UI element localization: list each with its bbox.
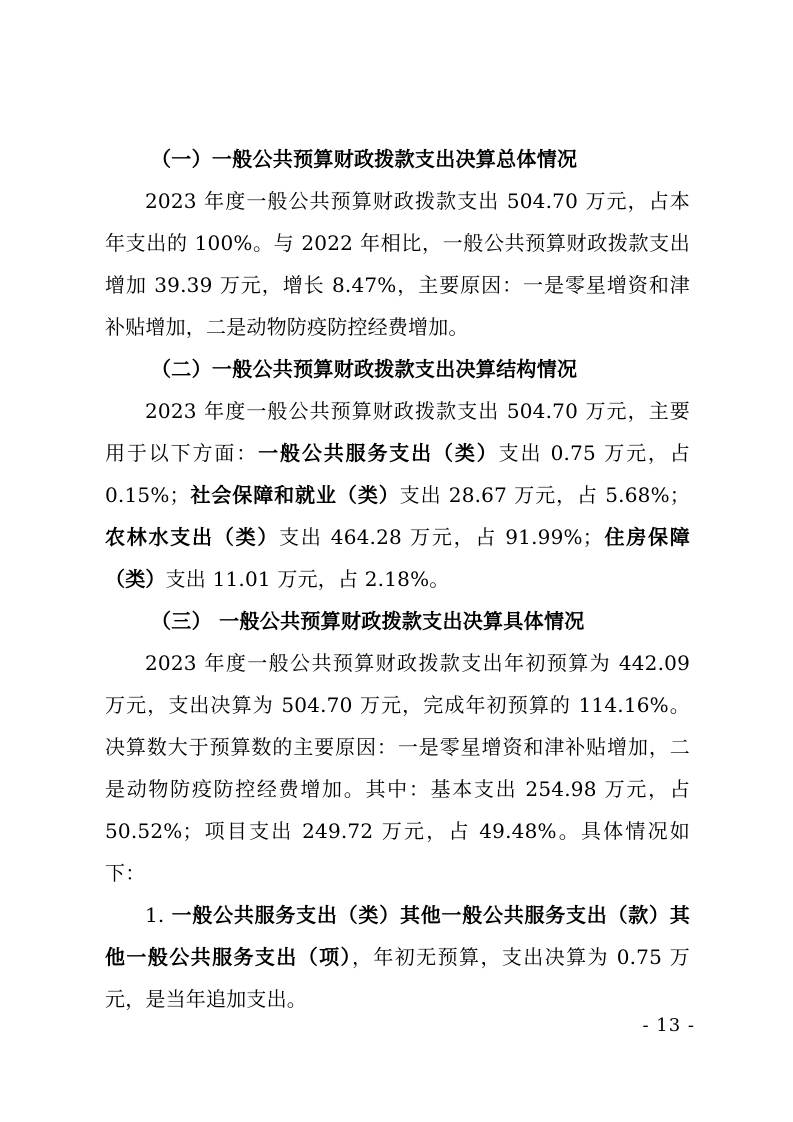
category-housing: 住房保障（类） [105,525,690,591]
page-number: - 13 - [642,1015,695,1036]
text-run: 支出 11.01 万元，占 2.18%。 [165,567,450,591]
item-title: 一般公共服务支出（类）其他一般公共服务支出（款）其他一般公共服务支出（项） [105,903,691,969]
document-body [105,138,690,1020]
category-general-public-services: 一般公共服务支出（类） [258,441,499,465]
text-run: 支出 464.28 万元，占 91.99%； [279,525,603,549]
item-number: 1. [145,903,172,927]
section-3-heading: （三） 一般公共预算财政拨款支出决算具体情况 [151,609,585,633]
text-run: 2023 年度一般公共预算财政拨款支出 504.70 万元，主要用于以下方面： [105,399,690,465]
text-run: 支出 0.75 万元，占 0.15%； [105,441,691,507]
category-social-security: 社会保障和就业（类） [189,483,400,507]
category-agriculture: 农林水支出（类） [105,525,280,549]
section-3-paragraph: 2023 年度一般公共预算财政拨款支出年初预算为 442.09 万元，支出决算为 504.70 万元，完成年初预算的 114.16%。决算数大于预算数的主要原因：一是零星增资和津补贴增加，二是动物防疫防控经费增加。其中：基本支出 254.98 万元，占 50.52%；项目支出 249.72 万元，占 49.48%。具体情况如下： [105,651,690,885]
section-2-heading: （二）一般公共预算财政拨款支出决算结构情况 [151,357,578,381]
section-1-paragraph: 2023 年度一般公共预算财政拨款支出 504.70 万元，占本年支出的 100%。与 2022 年相比，一般公共预算财政拨款支出增加 39.39 万元，增长 8.47%，主要原因：一是零星增资和津补贴增加，二是动物防疫防控经费增加。 [105,189,690,339]
text-run: 支出 28.67 万元，占 5.68%； [399,483,690,507]
section-3-item-1 [105,894,690,1020]
item-text: ，年初无预算，支出决算为 0.75 万元，是当年追加支出。 [105,945,691,1011]
section-1-heading: （一）一般公共预算财政拨款支出决算总体情况 [151,147,578,171]
section-2-paragraph [105,390,690,600]
